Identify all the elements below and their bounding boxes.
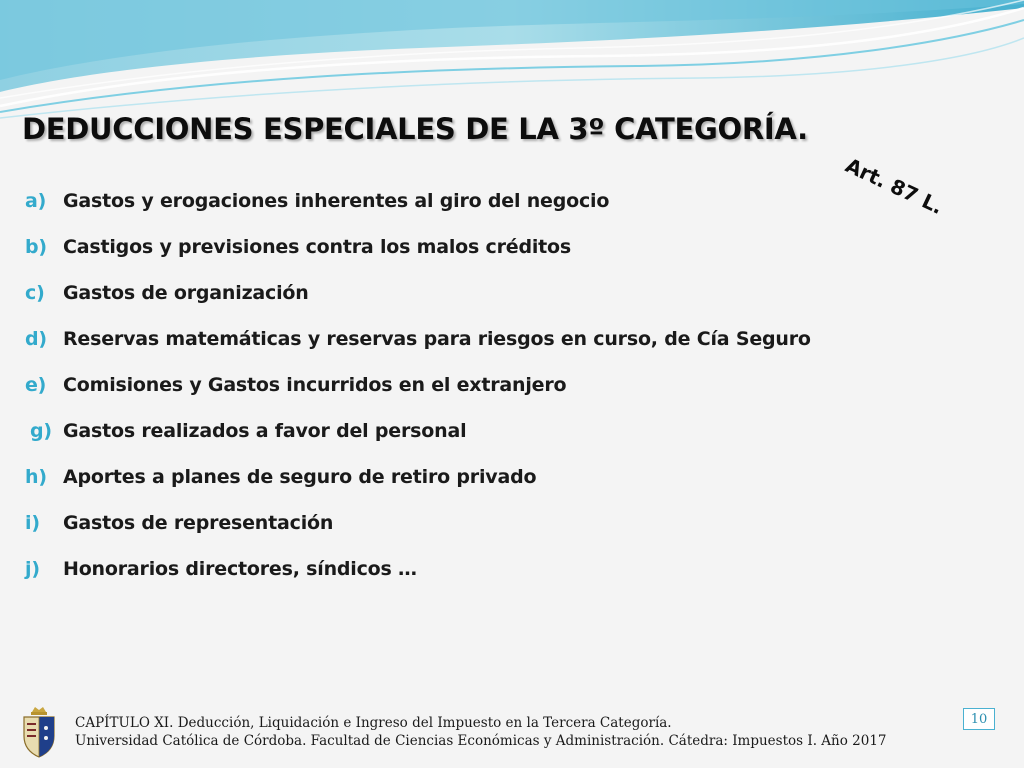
article-reference: Art. 87 L.	[841, 153, 947, 219]
list-item-letter: i)	[25, 512, 40, 534]
list-item-letter: j)	[25, 558, 40, 580]
decorative-header-waves	[0, 0, 1024, 120]
list-item-text: Reservas matemáticas y reservas para riesgos en curso, de Cía Seguro	[63, 328, 811, 350]
list-item-text: Honorarios directores, síndicos …	[63, 558, 417, 580]
list-item	[25, 236, 571, 266]
list-item	[30, 420, 466, 450]
footer-chapter-line: CAPÍTULO XI. Deducción, Liquidación e Ingreso del Impuesto en la Tercera Categoría.	[75, 715, 672, 731]
list-item-text: Gastos de organización	[63, 282, 309, 304]
list-item	[25, 190, 609, 220]
list-item-text: Comisiones y Gastos incurridos en el extranjero	[63, 374, 567, 396]
list-item-text: Aportes a planes de seguro de retiro privado	[63, 466, 537, 488]
list-item-letter: b)	[25, 236, 47, 258]
list-item-letter: d)	[25, 328, 47, 350]
list-item	[25, 328, 811, 358]
list-item-text: Gastos de representación	[63, 512, 334, 534]
list-item	[25, 512, 333, 542]
list-item	[25, 466, 536, 496]
list-item-text: Gastos realizados a favor del personal	[63, 420, 467, 442]
footer-text	[75, 714, 887, 750]
slide-title: DEDUCCIONES ESPECIALES DE LA 3º CATEGORÍA.	[22, 112, 808, 146]
footer-university-line: Universidad Católica de Córdoba. Facultad de Ciencias Económicas y Administración. Cátedra: Impuestos I. Año 2017	[75, 733, 887, 749]
list-item-letter: a)	[25, 190, 47, 212]
list-item-letter: c)	[25, 282, 45, 304]
list-item-letter: g)	[30, 420, 52, 442]
list-item-letter: h)	[25, 466, 47, 488]
university-crest-icon	[18, 706, 60, 758]
list-item-text: Gastos y erogaciones inherentes al giro del negocio	[63, 190, 610, 212]
page-number: 10	[963, 708, 995, 730]
list-item	[25, 282, 309, 312]
list-item	[25, 558, 417, 588]
list-item	[25, 374, 566, 404]
list-item-text: Castigos y previsiones contra los malos créditos	[63, 236, 572, 258]
list-item-letter: e)	[25, 374, 47, 396]
